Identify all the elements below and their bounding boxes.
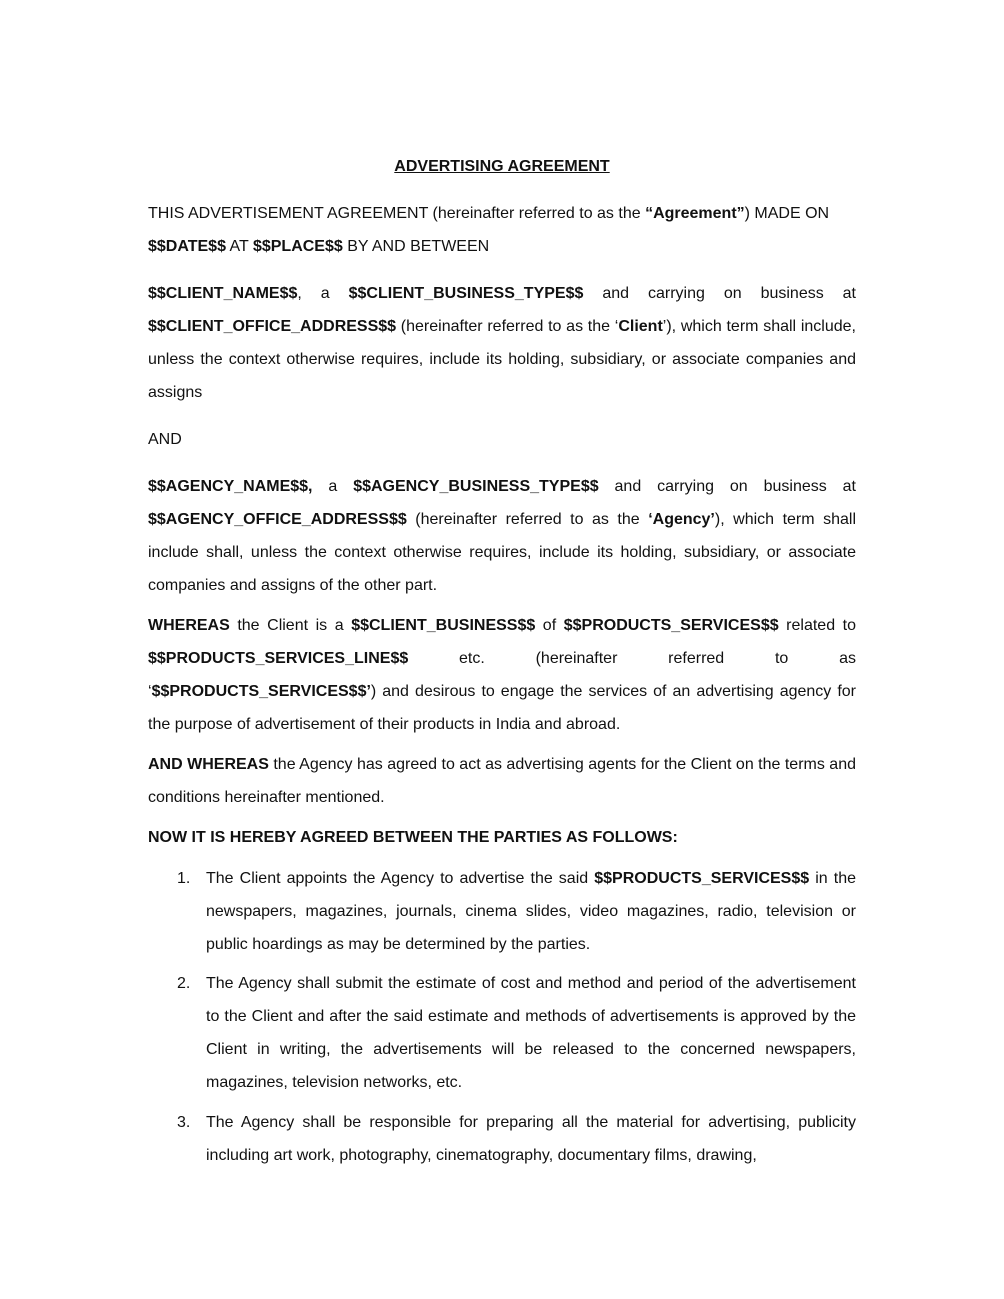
document-title: ADVERTISING AGREEMENT (394, 158, 610, 175)
clause-number: 3. (177, 1114, 191, 1131)
clause-text: The Agency shall be responsible for preparing all the material for advertising, publicity including art work, photography, cinematography, documentary films, drawing, (206, 1114, 856, 1164)
agency-party-paragraph: $$AGENCY_NAME$$, a $$AGENCY_BUSINESS_TYPE$$ and carrying on business at $$AGENCY_OFFICE_ADDRESS$$ (hereinafter referred to as the ‘Agency’), which term shall include shall, unless the context otherwise requires, include its holding, subsidiary, or associate companies and assigns of the other part. (148, 478, 857, 594)
agreed-heading: NOW IT IS HEREBY AGREED BETWEEN THE PARTIES AS FOLLOWS: (148, 829, 678, 846)
and-whereas-paragraph: AND WHEREAS the Agency has agreed to act as advertising agents for the Client on the terms and conditions hereinafter mentioned. (148, 756, 857, 806)
client-party-paragraph: $$CLIENT_NAME$$, a $$CLIENT_BUSINESS_TYPE$$ and carrying on business at $$CLIENT_OFFICE_ADDRESS$$ (hereinafter referred to as the ‘Client’), which term shall include, unless the context otherwise requires, include its holding, subsidiary, or associate companies and assigns (148, 285, 857, 401)
clause-item (177, 862, 856, 961)
clause-number: 1. (177, 870, 191, 887)
clause-item (177, 1106, 856, 1172)
and-separator: AND (148, 431, 182, 448)
intro-paragraph: THIS ADVERTISEMENT AGREEMENT (hereinafter referred to as the “Agreement”) MADE ON $$DATE$$ AT $$PLACE$$ BY AND BETWEEN (148, 205, 830, 255)
clause-text: The Agency shall submit the estimate of cost and method and period of the advertisement to the Client and after the said estimate and methods of advertisements is approved by the Client in writing, the advertisements will be released to the concerned newspapers, magazines, television networks, etc. (206, 975, 856, 1091)
clause-number: 2. (177, 975, 191, 992)
clause-text: The Client appoints the Agency to advertise the said $$PRODUCTS_SERVICES$$ in the newspapers, magazines, journals, cinema slides, video magazines, radio, television or public hoardings as may be determined by the parties. (206, 870, 857, 953)
whereas-paragraph: WHEREAS the Client is a $$CLIENT_BUSINESS$$ of $$PRODUCTS_SERVICES$$ related to $$PRODUCTS_SERVICES_LINE$$ etc. (hereinafter referred to as ‘$$PRODUCTS_SERVICES$$’) and desirous to engage the services of an advertising agency for the purpose of advertisement of their products in India and abroad. (148, 617, 857, 733)
clause-item (177, 967, 856, 1099)
